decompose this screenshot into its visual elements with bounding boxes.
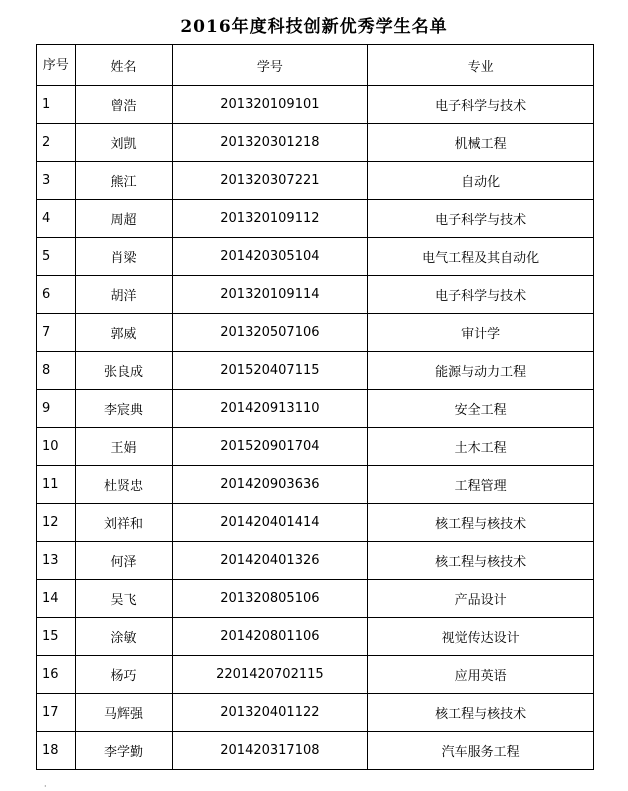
cell-student-id: 2201420702115 [172,656,368,694]
cell-name: 李宸典 [75,390,172,428]
cell-student-id: 201420801106 [172,618,368,656]
cell-no: 1 [37,86,76,124]
cell-no: 4 [37,200,76,238]
cell-name: 刘凯 [75,124,172,162]
table-row [37,276,594,314]
table-row [37,238,594,276]
cell-major: 能源与动力工程 [368,352,594,390]
cell-student-id: 201420903636 [172,466,368,504]
cell-no: 15 [37,618,76,656]
cell-name: 曾浩 [75,86,172,124]
cell-student-id: 201520407115 [172,352,368,390]
header-no: 序号 [37,45,76,86]
cell-name: 涂敏 [75,618,172,656]
cell-student-id: 201320109114 [172,276,368,314]
cell-major: 应用英语 [368,656,594,694]
cell-name: 周超 [75,200,172,238]
table-row [37,390,594,428]
cell-name: 郭威 [75,314,172,352]
table-row [37,200,594,238]
cell-name: 何泽 [75,542,172,580]
cell-name: 张良成 [75,352,172,390]
cell-major: 自动化 [368,162,594,200]
cell-major: 核工程与核技术 [368,504,594,542]
cell-no: 5 [37,238,76,276]
table-row [37,124,594,162]
cell-no: 17 [37,694,76,732]
header-student-id: 学号 [172,45,368,86]
cell-major: 核工程与核技术 [368,542,594,580]
cell-name: 肖梁 [75,238,172,276]
document-title: 2016年度科技创新优秀学生名单 [180,17,448,37]
cell-student-id: 201320109101 [172,86,368,124]
table-row [37,656,594,694]
cell-major: 电子科学与技术 [368,276,594,314]
table-row [37,732,594,770]
table-row [37,162,594,200]
cell-no: 2 [37,124,76,162]
table-row [37,466,594,504]
cell-name: 刘祥和 [75,504,172,542]
cell-name: 杜贤忠 [75,466,172,504]
table-row [37,352,594,390]
cell-no: 13 [37,542,76,580]
cell-name: 吴飞 [75,580,172,618]
table-row [37,580,594,618]
cell-major: 土木工程 [368,428,594,466]
table-row [37,618,594,656]
page-dot: · [44,782,47,791]
cell-student-id: 201420305104 [172,238,368,276]
table-row [37,428,594,466]
cell-no: 9 [37,390,76,428]
header-major: 专业 [368,45,594,86]
table-row [37,86,594,124]
cell-major: 审计学 [368,314,594,352]
cell-student-id: 201320109112 [172,200,368,238]
table-row [37,542,594,580]
cell-student-id: 201320301218 [172,124,368,162]
cell-no: 18 [37,732,76,770]
cell-no: 16 [37,656,76,694]
cell-major: 产品设计 [368,580,594,618]
cell-student-id: 201320507106 [172,314,368,352]
cell-name: 马辉强 [75,694,172,732]
header-name: 姓名 [75,45,172,86]
cell-student-id: 201520901704 [172,428,368,466]
cell-major: 工程管理 [368,466,594,504]
cell-major: 机械工程 [368,124,594,162]
table-header-row [37,45,594,86]
cell-no: 3 [37,162,76,200]
cell-student-id: 201320307221 [172,162,368,200]
cell-major: 电子科学与技术 [368,86,594,124]
cell-no: 11 [37,466,76,504]
cell-name: 李学勤 [75,732,172,770]
table-row [37,314,594,352]
cell-student-id: 201420401326 [172,542,368,580]
cell-student-id: 201320401122 [172,694,368,732]
cell-student-id: 201420317108 [172,732,368,770]
cell-major: 电气工程及其自动化 [368,238,594,276]
cell-no: 12 [37,504,76,542]
cell-major: 电子科学与技术 [368,200,594,238]
cell-name: 杨巧 [75,656,172,694]
table-row [37,504,594,542]
cell-student-id: 201420913110 [172,390,368,428]
cell-name: 胡洋 [75,276,172,314]
cell-no: 8 [37,352,76,390]
cell-major: 汽车服务工程 [368,732,594,770]
cell-name: 熊江 [75,162,172,200]
cell-student-id: 201320805106 [172,580,368,618]
cell-no: 7 [37,314,76,352]
cell-no: 10 [37,428,76,466]
cell-no: 14 [37,580,76,618]
cell-major: 视觉传达设计 [368,618,594,656]
student-list-table [36,44,594,770]
cell-student-id: 201420401414 [172,504,368,542]
cell-name: 王娟 [75,428,172,466]
cell-major: 核工程与核技术 [368,694,594,732]
table-row [37,694,594,732]
cell-no: 6 [37,276,76,314]
cell-major: 安全工程 [368,390,594,428]
